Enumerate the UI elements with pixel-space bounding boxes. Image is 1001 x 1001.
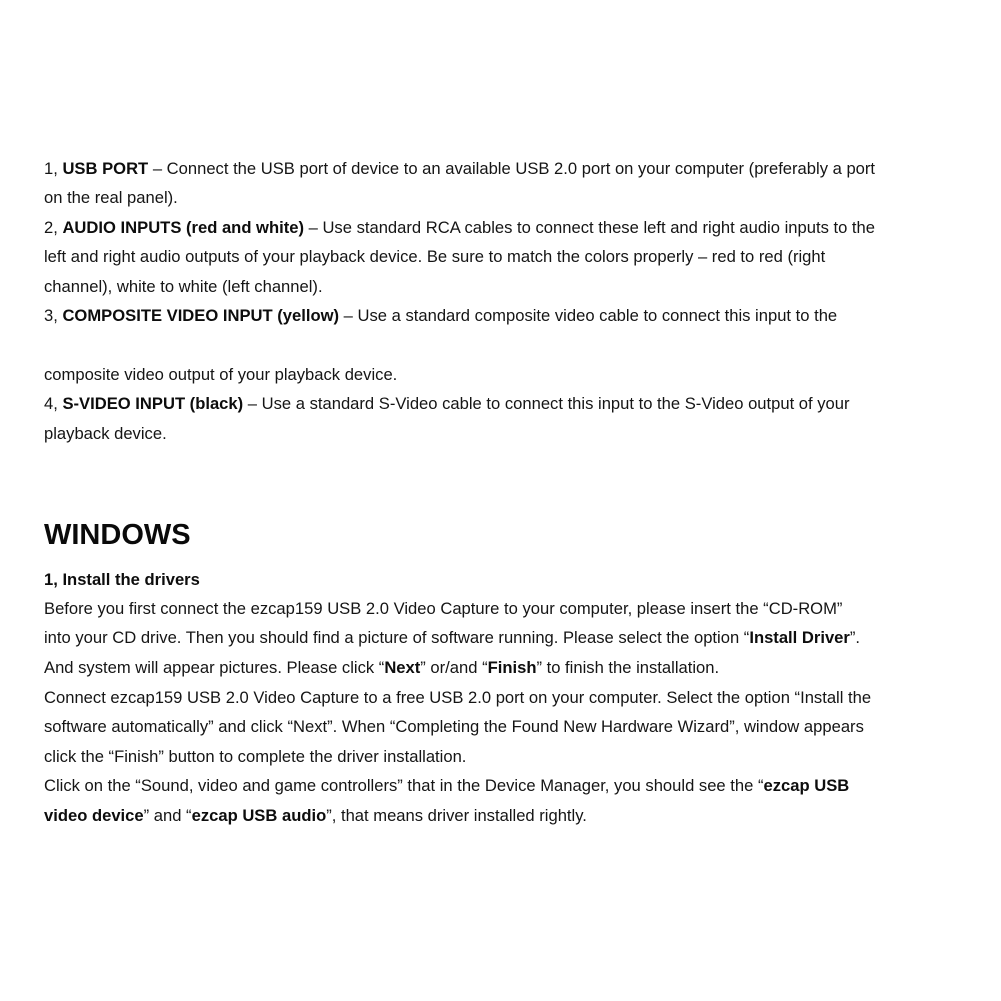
audio-inputs-text: – Use standard RCA cables to connect these left and right audio inputs to the <box>304 218 875 237</box>
audio-inputs-line-2: left and right audio outputs of your playback device. Be sure to match the colors properly – red to red (right <box>44 247 826 266</box>
text-run: ” and “ <box>143 806 192 825</box>
install-para-2-line-2: software automatically” and click “Next”. When “Completing the Found New Hardware Wizard”, window appears <box>44 717 864 736</box>
s-video-text: – Use a standard S-Video cable to connect this input to the S-Video output of your <box>243 394 850 413</box>
install-para-2-line-1: Connect ezcap159 USB 2.0 Video Capture to a free USB 2.0 port on your computer. Select the option “Install the <box>44 688 872 707</box>
item-number: 1, <box>44 159 63 178</box>
windows-heading: WINDOWS <box>44 519 191 551</box>
text-run: Click on the “Sound, video and game controllers” that in the Device Manager, you should see the “ <box>44 776 764 795</box>
install-para-1-line-3 <box>44 658 719 678</box>
text-run: ”. <box>849 628 860 647</box>
audio-inputs-title: AUDIO INPUTS (red and white) <box>62 218 304 237</box>
composite-video-line-1 <box>44 306 837 326</box>
install-para-3-line-1 <box>44 776 849 796</box>
install-para-1-line-1: Before you first connect the ezcap159 USB 2.0 Video Capture to your computer, please insert the “CD-ROM” <box>44 599 843 618</box>
finish-option: Finish <box>487 658 537 677</box>
composite-video-title: COMPOSITE VIDEO INPUT (yellow) <box>62 306 340 325</box>
usb-port-line-1 <box>44 159 875 179</box>
ezcap-usb-label: ezcap USB <box>763 776 850 795</box>
install-para-1-line-2 <box>44 628 860 648</box>
usb-port-text: – Connect the USB port of device to an available USB 2.0 port on your computer (preferably a port <box>148 159 876 178</box>
install-para-2-line-3: click the “Finish” button to complete the driver installation. <box>44 747 467 766</box>
next-option: Next <box>384 658 421 677</box>
text-run: ” or/and “ <box>420 658 488 677</box>
text-run: ”, that means driver installed rightly. <box>326 806 587 825</box>
audio-inputs-line-3: channel), white to white (left channel). <box>44 277 323 296</box>
usb-port-line-2: on the real panel). <box>44 188 178 207</box>
composite-video-line-2: composite video output of your playback device. <box>44 365 398 384</box>
s-video-title: S-VIDEO INPUT (black) <box>62 394 244 413</box>
install-drivers-title: 1, Install the drivers <box>44 570 200 589</box>
audio-inputs-line-1 <box>44 218 875 238</box>
item-number: 3, <box>44 306 63 325</box>
item-number: 4, <box>44 394 63 413</box>
usb-port-title: USB PORT <box>62 159 149 178</box>
s-video-line-1 <box>44 394 850 414</box>
text-run: into your CD drive. Then you should find a picture of software running. Please select the option “ <box>44 628 750 647</box>
s-video-line-2: playback device. <box>44 424 167 443</box>
composite-video-text: – Use a standard composite video cable to connect this input to the <box>339 306 838 325</box>
text-run: And system will appear pictures. Please click “ <box>44 658 385 677</box>
text-run: ” to finish the installation. <box>536 658 720 677</box>
item-number: 2, <box>44 218 63 237</box>
install-driver-option: Install Driver <box>749 628 850 647</box>
install-para-3-line-2 <box>44 806 587 826</box>
ezcap-usb-audio-label: ezcap USB audio <box>191 806 327 825</box>
video-device-label: video device <box>44 806 144 825</box>
